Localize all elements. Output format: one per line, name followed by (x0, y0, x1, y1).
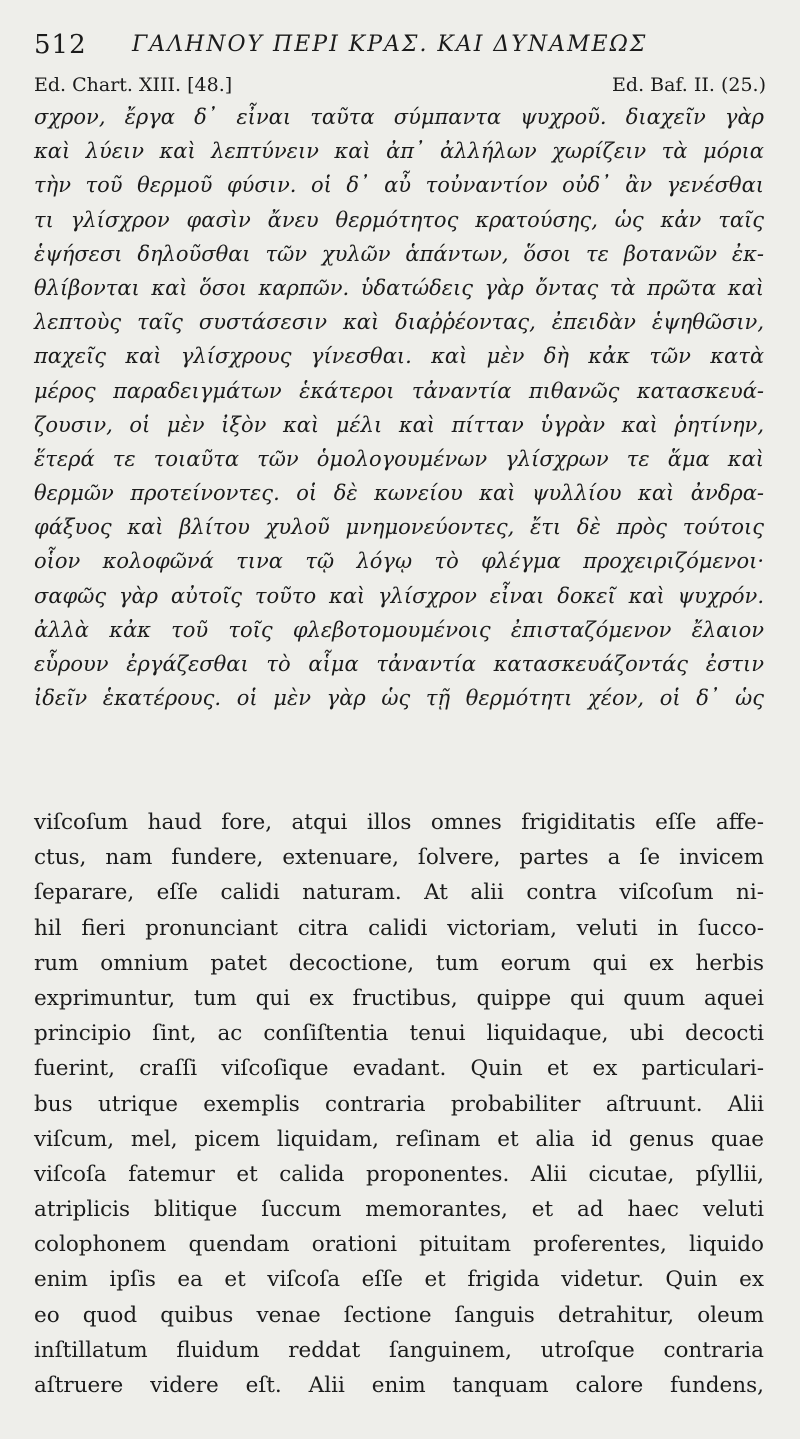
running-head (34, 22, 772, 72)
greek-text-line: τὴν τοῦ θερμοῦ φύσιν. οἱ δ᾽ αὖ τοὐναντίον οὐδ᾽ ἂν γενέσθαι (34, 173, 764, 198)
latin-translation-block (34, 805, 764, 1403)
latin-text-line: bus utrique exemplis contraria probabiliter aſtruunt. Alii (34, 1091, 764, 1117)
latin-text-line: eo quod quibus venae ſectione ſanguis detrahitur, oleum (34, 1302, 764, 1328)
latin-text-line: ctus, nam fundere, extenuare, ſolvere, partes a ſe invicem (34, 845, 764, 871)
greek-text-line: ζουσιν, οἱ μὲν ἰξὸν καὶ μέλι καὶ πίτταν ὑγρὰν καὶ ῥητίνην, (34, 412, 764, 437)
greek-text-line: καὶ λύειν καὶ λεπτύνειν καὶ ἀπ᾽ ἀλλήλων χωρίζειν τὰ μόρια (34, 139, 764, 164)
latin-text-line: viſcoſa fatemur et calida proponentes. Alii cicutae, pſyllii, (34, 1161, 764, 1187)
edition-chartier-reference: Ed. Chart. XIII. [48.] (34, 74, 233, 96)
greek-text-line: σαφῶς γὰρ αὐτοῖς τοῦτο καὶ γλίσχρον εἶναι δοκεῖ καὶ ψυχρόν. (34, 583, 764, 608)
greek-text-line: ἰδεῖν ἑκατέρους. οἱ μὲν γὰρ ὡς τῇ θερμότητι χέον, οἱ δ᾽ ὡς (34, 686, 764, 711)
greek-text-line: οἷον κολοφῶνά τινα τῷ λόγῳ τὸ φλέγμα προχειριζόμενοι· (34, 549, 764, 574)
latin-text-line: enim ipſis ea et viſcoſa eſſe et frigida videtur. Quin ex (34, 1267, 764, 1293)
greek-text-line: παχεῖς καὶ γλίσχρους γίνεσθαι. καὶ μὲν δὴ κἀκ τῶν κατὰ (34, 344, 764, 369)
greek-text-line: ἀλλὰ κἀκ τοῦ τοῖς φλεβοτομουμένοις ἐπισταζόμενον ἔλαιον (34, 617, 764, 642)
greek-text-line: θερμῶν προτείνοντες. οἱ δὲ κωνείου καὶ ψυλλίου καὶ ἀνδρα- (34, 481, 764, 506)
greek-text-line: θλίβονται καὶ ὅσοι καρπῶν. ὑδατώδεις γὰρ ὄντας τὰ πρῶτα καὶ (34, 275, 764, 300)
latin-text-line: rum omnium patet decoctione, tum eorum qui ex herbis (34, 950, 764, 976)
latin-text-line: exprimuntur, tum qui ex fructibus, quippe qui quum aquei (34, 985, 764, 1011)
running-title: ΓΑΛΗΝΟΥ ΠΕΡΙ ΚΡΑΣ. ΚΑΙ ΔΥΝΑΜΕΩΣ (132, 32, 648, 57)
latin-text-line: colophonem quendam orationi pituitam proferentes, liquido (34, 1232, 764, 1258)
greek-text-line: σχρον, ἔργα δ᾽ εἶναι ταῦτα σύμπαντα ψυχροῦ. διαχεῖν γὰρ (34, 105, 764, 129)
latin-text-line: aſtruere videre eſt. Alii enim tanquam calore fundens, (34, 1373, 764, 1398)
greek-text-line: λεπτοὺς ταῖς συστάσεσιν καὶ διαῤῥέοντας, ἐπειδὰν ἑψηθῶσιν, (34, 310, 764, 335)
edition-references (34, 74, 766, 100)
latin-text-line: viſcum, mel, picem liquidam, reſinam et alia id genus quae (34, 1126, 764, 1152)
latin-text-line: ſeparare, eſſe calidi naturam. At alii contra viſcoſum ni- (34, 880, 764, 906)
greek-text-line: εὗρουν ἐργάζεσθαι τὸ αἷμα τἀναντία κατασκευάζοντάς ἐστιν (34, 652, 764, 676)
latin-text-line: viſcoſum haud fore, atqui illos omnes frigiditatis eſſe affe- (34, 810, 764, 835)
greek-text-line: ἑψήσεσι δηλοῦσθαι τῶν χυλῶν ἁπάντων, ὅσοι τε βοτανῶν ἐκ- (34, 241, 764, 266)
latin-text-line: inſtillatum fluidum reddat ſanguinem, utroſque contraria (34, 1337, 764, 1363)
greek-text-block (34, 100, 764, 715)
edition-basel-reference: Ed. Baf. II. (25.) (612, 74, 766, 96)
latin-text-line: fuerint, craſſi viſcoſique evadant. Quin et ex particulari- (34, 1056, 764, 1082)
greek-text-line: τι γλίσχρον φασὶν ἄνευ θερμότητος κρατούσης, ὡς κἀν ταῖς (34, 207, 764, 232)
latin-text-line: principio ſint, ac conſiſtentia tenui liquidaque, ubi decocti (34, 1021, 764, 1047)
greek-text-line: ἕτερά τε τοιαῦτα τῶν ὁμολογουμένων γλίσχρων τε ἅμα καὶ (34, 446, 764, 471)
latin-text-line: atriplicis blitique ſuccum memorantes, et ad haec veluti (34, 1197, 764, 1223)
greek-text-line: φάξυος καὶ βλίτου χυλοῦ μνημονεύοντες, ἔτι δὲ πρὸς τούτοις (34, 515, 764, 540)
latin-text-line: hil fieri pronunciant citra calidi victoriam, veluti in ſucco- (34, 915, 764, 941)
page-number: 512 (34, 30, 87, 60)
greek-text-line: μέρος παραδειγμάτων ἑκάτεροι τἀναντία πιθανῶς κατασκευά- (34, 378, 764, 403)
